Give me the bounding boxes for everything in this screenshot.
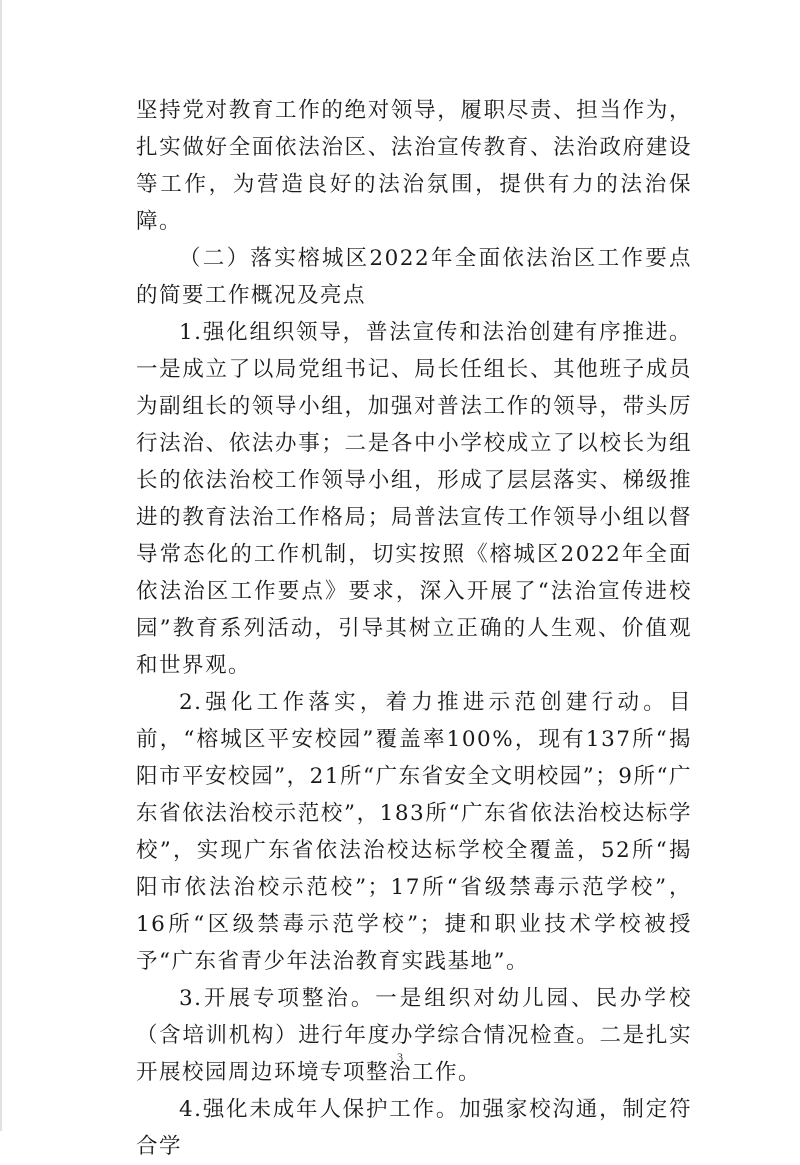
page-number: 3 bbox=[397, 1050, 403, 1064]
scan-edge bbox=[0, 0, 2, 1131]
document-body bbox=[136, 92, 692, 1165]
paragraph-item-1: 1.强化组织领导，普法宣传和法治创建有序推进。一是成立了以局党组书记、局长任组长、其他班子成员为副组长的领导小组，加强对普法工作的领导，带头厉行法治、依法办事；二是各中小学校成立了以校长为组长的依法治校工作领导小组，形成了层层落实、梯级推进的教育法治工作格局；局普法宣传工作领导小组以督导常态化的工作机制，切实按照《榕城区2022年全面依法治区工作要点》要求，深入开展了“法治宣传进校园”教育系列活动，引导其树立正确的人生观、价值观和世界观。 bbox=[136, 320, 692, 678]
paragraph-1: 坚持党对教育工作的绝对领导，履职尽责、担当作为，扎实做好全面依法治区、法治宣传教育、法治政府建设等工作，为营造良好的法治氛围，提供有力的法治保障。 bbox=[136, 98, 692, 234]
paragraph-item-2: 2.强化工作落实，着力推进示范创建行动。目前，“榕城区平安校园”覆盖率100%，现有137所“揭阳市平安校园”，21所“广东省安全文明校园”；9所“广东省依法治校示范校”，183所“广东省依法治校达标学校”，实现广东省依法治校达标学校全覆盖，52所“揭阳市依法治校示范校”；17所“省级禁毒示范学校”，16所“区级禁毒示范学校”；捷和职业技术学校被授予“广东省青少年法治教育实践基地”。 bbox=[136, 690, 692, 974]
section-heading: （二）落实榕城区2022年全面依法治区工作要点的简要工作概况及亮点 bbox=[136, 246, 692, 308]
paragraph-item-4: 4.强化未成年人保护工作。加强家校沟通，制定符合学 bbox=[136, 1097, 692, 1159]
paragraph-item-3: 3.开展专项整治。一是组织对幼儿园、民办学校（含培训机构）进行年度办学综合情况检查。二是扎实开展校园周边环境专项整治工作。 bbox=[136, 986, 692, 1085]
